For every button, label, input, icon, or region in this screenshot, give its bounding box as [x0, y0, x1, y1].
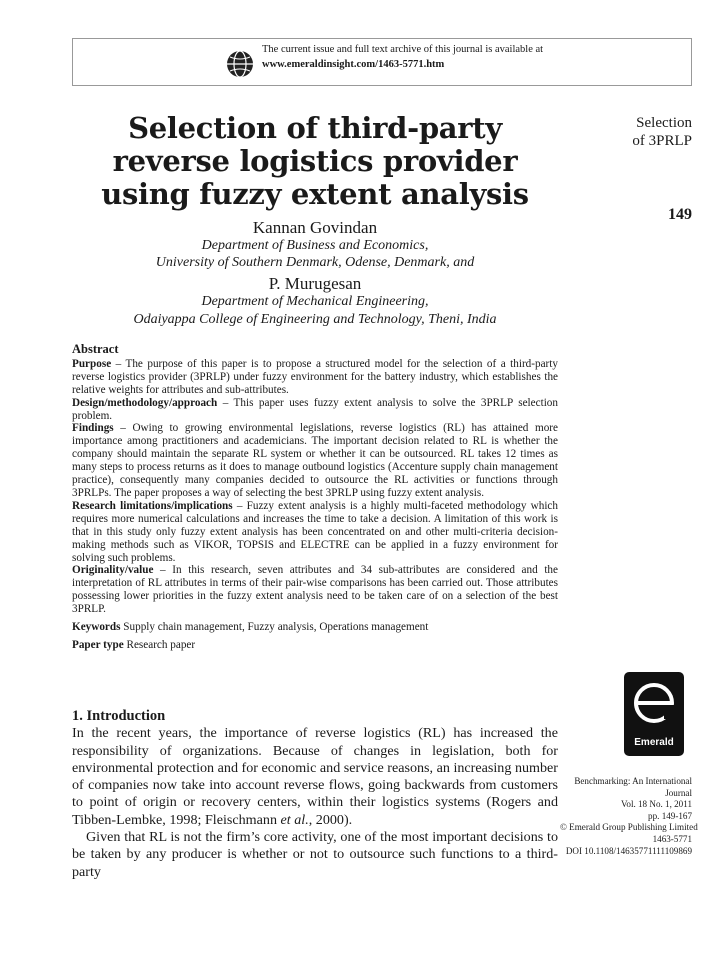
- abstract-section: [72, 343, 558, 652]
- findings-label: Findings: [72, 422, 114, 435]
- citation-volume: Vol. 18 No. 1, 2011: [621, 799, 692, 810]
- running-head-line: of 3PRLP: [632, 133, 692, 149]
- citation-block: [560, 776, 698, 857]
- introduction-section: [72, 708, 558, 881]
- abstract-heading: Abstract: [72, 342, 119, 356]
- paper-type-label: Paper type: [72, 638, 124, 651]
- paper-type-text: Research paper: [123, 638, 196, 651]
- originality-label: Originality/value: [72, 564, 154, 577]
- abstract-limitations: [72, 500, 558, 565]
- running-head: [590, 114, 692, 150]
- globe-logo-icon: [226, 50, 254, 78]
- paper-title: Selection of third-party reverse logistics provider using fuzzy extent analysis: [101, 111, 529, 211]
- limitations-label: Research limitations/implications: [72, 499, 233, 512]
- citation-issn: 1463-5771: [652, 833, 692, 844]
- abstract-purpose: [72, 358, 558, 397]
- abstract-paper-type: [72, 639, 558, 652]
- citation-copyright: © Emerald Group Publishing Limited: [560, 822, 698, 833]
- design-label: Design/methodology/approach: [72, 396, 218, 409]
- author-affiliation: University of Southern Denmark, Odense, Denmark, and: [155, 255, 475, 270]
- banner-url-link[interactable]: www.emeraldinsight.com/1463-5771.htm: [262, 59, 445, 70]
- page-number: 149: [668, 206, 692, 223]
- author-name: P. Murugesan: [268, 274, 362, 293]
- author-affiliation: Odaiyappa College of Engineering and Technology, Theni, India: [133, 312, 497, 327]
- emerald-logo-text: Emerald: [634, 737, 674, 748]
- citation-journal: Journal: [665, 787, 692, 798]
- keywords-label: Keywords: [72, 621, 121, 634]
- banner-availability-text: The current issue and full text archive of this journal is available at: [262, 44, 544, 55]
- design-text: – This paper uses fuzzy extent analysis to solve the 3PRLP selection problem.: [72, 396, 558, 422]
- citation-doi[interactable]: DOI 10.1108/14635771111109869: [565, 845, 692, 856]
- abstract-originality: [72, 564, 558, 616]
- intro-paragraph: In the recent years, the importance of reverse logistics (RL) has increased the responsibility of organizations. Because of changes in legislation, both for environmental protection and for economic and service reasons, an increasing number of companies now take into account reverse flows, going backwards from customers to point of origin or recovery centers, within their logistics systems (Rogers and Tibben-Lembke, 1998; Fleischmann et al., 2000).: [72, 725, 558, 828]
- citation-pages: pp. 149-167: [648, 810, 692, 821]
- abstract-findings: [72, 422, 558, 499]
- emerald-e-icon: [624, 672, 684, 734]
- intro-paragraph: Given that RL is not the firm’s core activity, one of the most important decisions to be taken by any producer is whether or not to outsource such functions to a third-party: [72, 829, 558, 880]
- purpose-text: – The purpose of this paper is to propose a structured model for the selection of a third-party reverse logistics provider (3PRLP) under fuzzy environment for the battery industry, which establishes the relative weights for attributes and sub-attributes.: [72, 357, 558, 396]
- author-name: Kannan Govindan: [252, 218, 378, 237]
- author-affiliation: Department of Business and Economics,: [201, 238, 429, 253]
- running-head-line: Selection: [636, 115, 692, 131]
- limitations-text: – Fuzzy extent analysis is a highly multi-faceted methodology which requires more numerical calculations and increases the time to take a decision. A limitation of this work is that in this study only fuzzy extent analysis has been concentrated on and other multi-criteria decision-making methods such as VIKOR, TOPSIS and ELECTRE can be applied in a fuzzy environment for solving such problems.: [72, 499, 558, 564]
- purpose-label: Purpose: [72, 357, 112, 370]
- keywords-text: Supply chain management, Fuzzy analysis, Operations management: [120, 621, 429, 634]
- abstract-design: [72, 397, 558, 423]
- section-heading: 1. Introduction: [72, 708, 166, 724]
- originality-text: – In this research, seven attributes and 34 sub-attributes are considered and the interpretation of RL attributes in terms of their pair-wise comparisons has been carried out. Those attributes possessing lower priorities in the fuzzy extent analysis need to be taken care of on a selection of the best 3PRLP.: [72, 564, 558, 616]
- author-affiliation: Department of Mechanical Engineering,: [201, 294, 429, 309]
- findings-text: – Owing to growing environmental legislations, reverse logistics (RL) has attained more importance among practitioners and academicians. The important decision related to RL is whether the company should maintain the separate RL system or whether it can be outsourced. RL takes 12 times as many steps to process returns as it does to manage outbound logistics (Accenture supply chain management practice), consequently many companies decided to outsource the RL activities or functions through 3PRLPs. The paper proposes a way of selecting the best 3PRLP using fuzzy extent analysis.: [72, 422, 558, 499]
- abstract-keywords: [72, 621, 558, 634]
- citation-journal: Benchmarking: An International: [574, 776, 692, 786]
